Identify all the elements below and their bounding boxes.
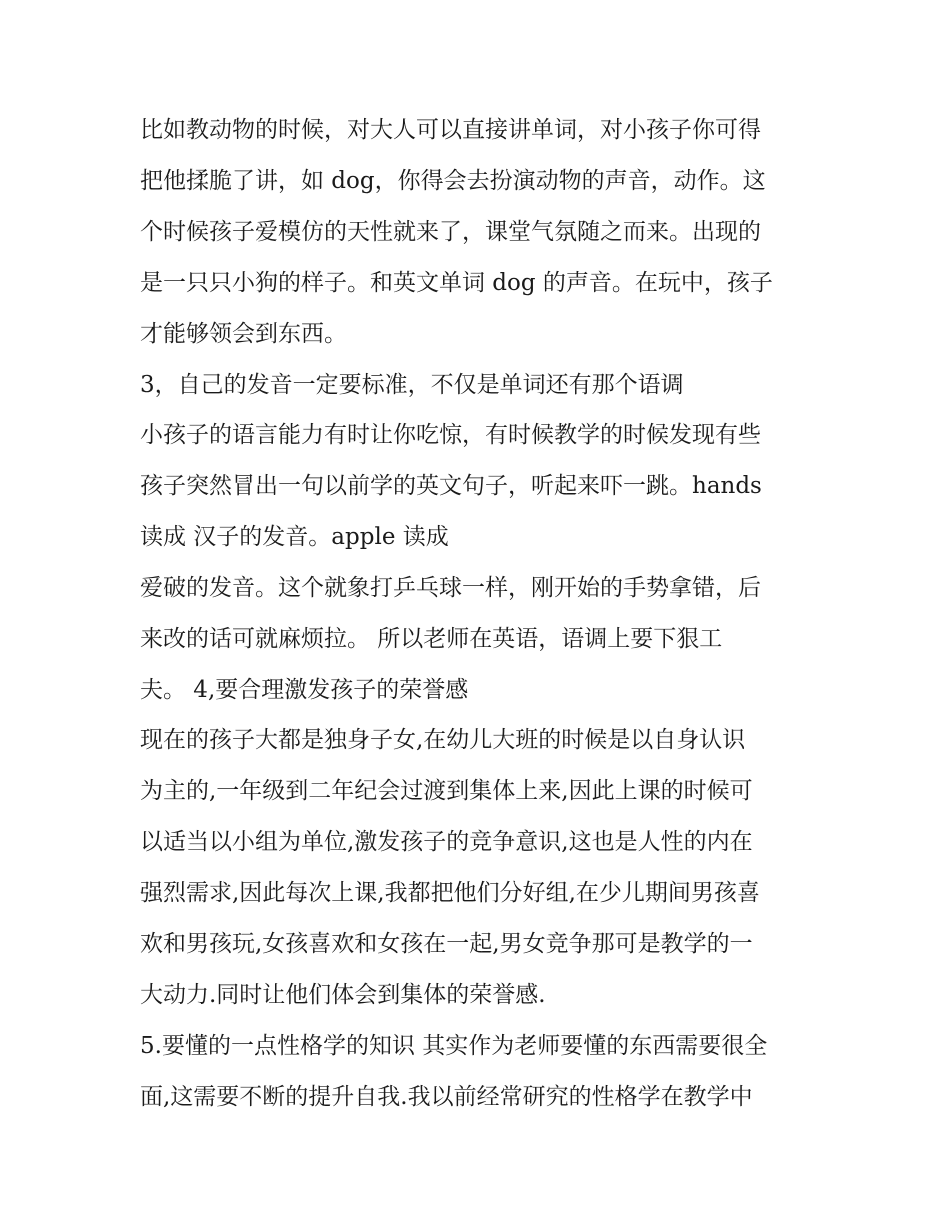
heading-line: 3，自己的发音一定要标准，不仅是单词还有那个语调	[140, 372, 684, 398]
text-line: 来改的话可就麻烦拉。 所以老师在英语，语调上要下狠工	[140, 626, 723, 652]
text-line: 比如教动物的时候，对大人可以直接讲单词，对小孩子你可得	[140, 117, 761, 143]
text-line: 孩子突然冒出一句以前学的英文句子，听起来吓一跳。hands	[140, 473, 762, 499]
text-line: 把他揉脆了讲，如 dog，你得会去扮演动物的声音，动作。这	[140, 168, 766, 194]
text-line: 才能够领会到东西。	[140, 321, 347, 347]
text-line: 强烈需求,因此每次上课,我都把他们分好组,在少儿期间男孩喜	[140, 880, 760, 906]
text-line: 个时候孩子爱模仿的天性就来了，课堂气氛随之而来。出现的	[140, 219, 761, 245]
text-line: 以适当以小组为单位,激发孩子的竞争意识,这也是人性的内在	[140, 829, 753, 855]
heading-line: 夫。 4,要合理激发孩子的荣誉感	[140, 677, 469, 703]
text-line: 读成 汉子的发音。apple 读成	[140, 524, 449, 550]
text-line: 小孩子的语言能力有时让你吃惊，有时候教学的时候发现有些	[140, 422, 761, 448]
text-line: 面,这需要不断的提升自我.我以前经常研究的性格学在教学中	[140, 1084, 753, 1110]
text-line: 是一只只小狗的样子。和英文单词 dog 的声音。在玩中，孩子	[140, 270, 773, 296]
text-line: 大动力.同时让他们体会到集体的荣誉感.	[140, 982, 546, 1008]
text-line: 为主的,一年级到二年纪会过渡到集体上来,因此上课的时候可	[140, 778, 753, 804]
text-line: 欢和男孩玩,女孩喜欢和女孩在一起,男女竞争那可是教学的一	[140, 931, 753, 957]
text-line: 现在的孩子大都是独身子女,在幼儿大班的时候是以自身认识	[140, 727, 746, 753]
document-body	[140, 105, 820, 1123]
heading-line: 5.要懂的一点性格学的知识 其实作为老师要懂的东西需要很全	[140, 1033, 768, 1059]
text-line: 爱破的发音。这个就象打乒乓球一样，刚开始的手势拿错，后	[140, 575, 761, 601]
